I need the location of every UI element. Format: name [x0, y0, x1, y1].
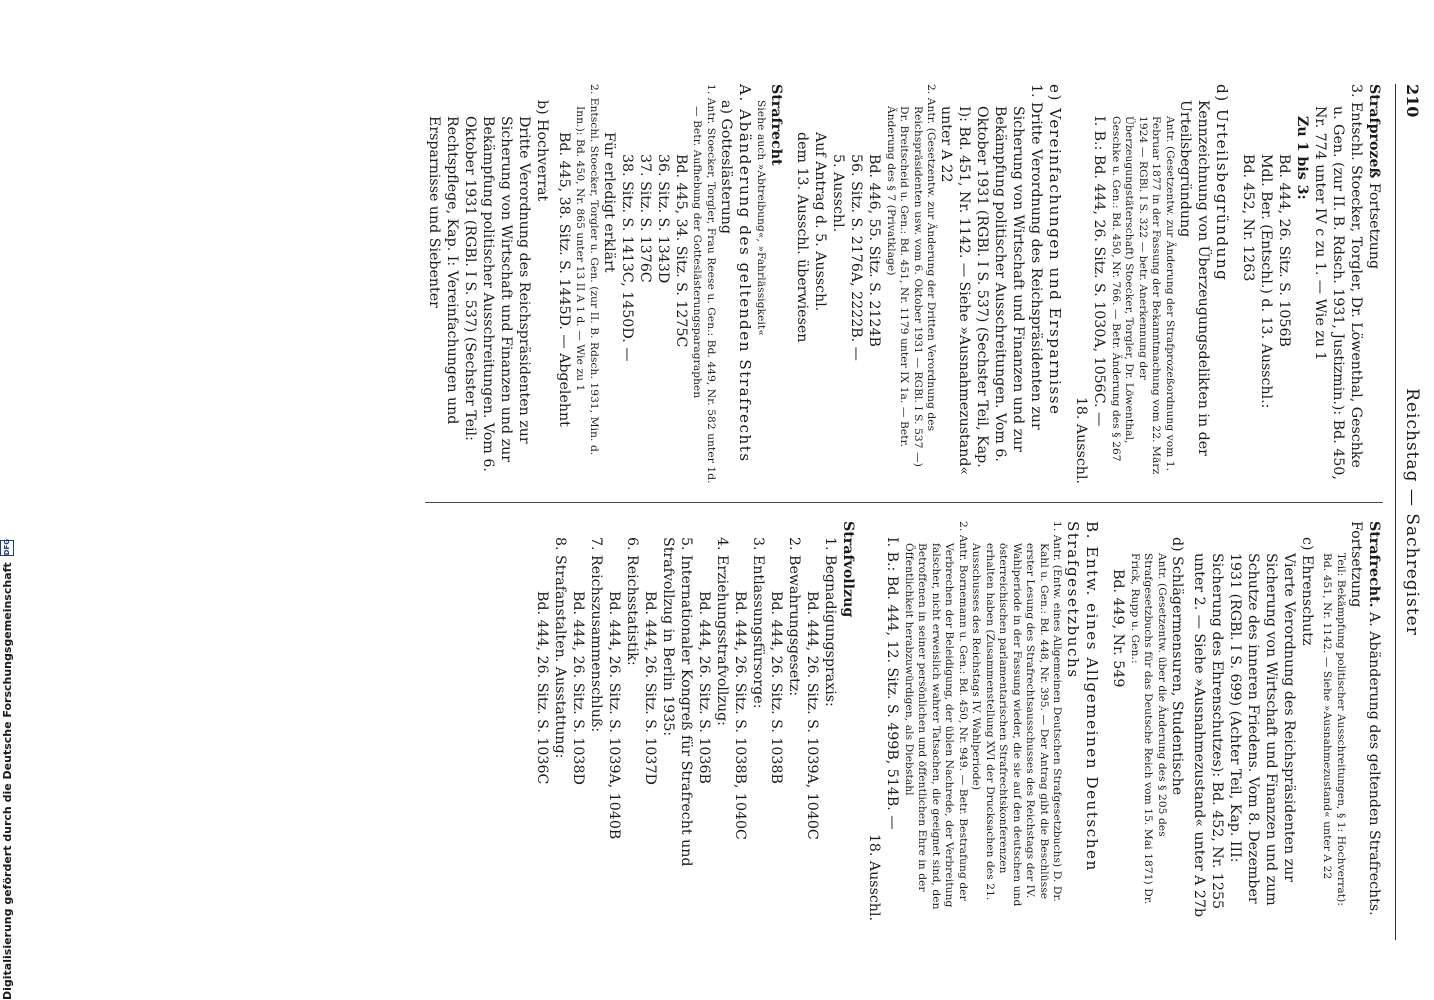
page-title: Reichstag — Sachregister: [1402, 388, 1422, 636]
entry-2: 2. Antr. Bornemann u. Gen.: Bd. 450, Nr. 949. — Betr. Bestrafung der Verbrechen der Beleidigung, der üblen Nachrede, der Verbreitung falscher, nicht erweislich wahrer Tatsachen, die geeignet sind, den Betroffenen in seiner persönlichen und öffentlichen Ehre in der Öffentlichkeit herabzuwürdigen, als Diebstahl: [903, 521, 969, 910]
ref-line: 18. Ausschl.: [1073, 396, 1090, 484]
entry-3: 3. Entschl. Stoecker, Torgler, Dr. Löwenthal, Geschke u. Gen. (zur II. B. Rdsch. 1931, Justizmin.): Bd. 450, Nr. 774 unter IV c zu 1. — Wie zu 1: [1312, 84, 1364, 480]
section-cont: Fortsetzung: [1348, 521, 1364, 608]
list-item: 2. Bewahrungsgesetz:: [786, 537, 803, 697]
ref-line: Bd. 444, 26. Sitz. S. 1056B: [1276, 154, 1292, 347]
subsection-head: a) Gotteslästerung: [718, 100, 734, 234]
subsection-head: A. Abänderung des geltenden Strafrechts: [736, 84, 754, 463]
right-column: [425, 502, 1383, 921]
ref-line: Bd. 444, 26. Sitz. S. 1039A, 1040B: [606, 591, 623, 840]
entry-2: 2. Antr. (Gesetzentw. zur Änderung der Dritten Verordnung des Reichspräsidenten usw. vom 6. Oktober 1931 — RGBl. I S. 537 —) Dr. Breitscheid u. Gen.: Bd. 451, Nr. 1179 unter IX 1a. — Betr. Änderung des § 7 (Privatklage): [885, 84, 938, 467]
ref-line: Bd. 444, 26. Sitz. S. 1039A, 1040C: [804, 591, 821, 840]
ref-line: Bd. 444, 26. Sitz. S. 1038B: [768, 591, 785, 784]
section-cont: Fortsetzung: [1366, 182, 1382, 270]
ref-line: dem 13. Ausschl. überwiesen: [794, 132, 811, 343]
footer-text: Digitalisierung gefördert durch die Deutsche Forschungsgemeinschaft: [0, 562, 14, 1000]
list-item: 6. Reichsstatistik:: [624, 537, 641, 666]
entry-text: Vierte Verordnung des Reichspräsidenten zur Sicherung von Wirtschaft und Finanzen und zum Schutze des inneren Friedens. Vom 8. Dezember 1931 (RGBl. I S. 699) (Achter Teil, Kap. III: Sicherung des Ehrenschutzes): Bd. 452, Nr. 1255 unter 2. — Siehe »Ausnahmezustand« unter A 27b: [1191, 553, 1297, 918]
footer-credit: [0, 538, 14, 1000]
ref-line: 18. Ausschl.: [866, 833, 883, 921]
ref-line: Bd. 445, 38. Sitz. S. 1445D. — Abgelehnt: [556, 132, 572, 427]
page-number: 210: [1403, 84, 1422, 118]
entry-text: Dritte Verordnung des Reichspräsidenten zur Sicherung von Wirtschaft und Finanzen und zur Bekämpfung politischer Ausschreitungen. Vom 6. Oktober 1931 (RGBl. I S. 537) (Sechster Teil: Rechtspflege, Kap. I: Vereinfachungen und Ersparnisse und Siebenter: [426, 116, 532, 472]
ref-line: Mdl. Ber. (Entschl.) d. 13. Ausschl.:: [1258, 154, 1274, 409]
ref-line: Auf Antrag d. 5. Ausschl.: [812, 132, 829, 312]
subsection-head: d) Urteilsbegründung: [1213, 84, 1231, 282]
section-head: Strafprozeß: [1366, 84, 1382, 179]
subsection-head: c) Ehrenschutz: [1299, 537, 1315, 646]
ref-line: Bd. 449, Nr. 549: [1110, 569, 1127, 688]
ref-line: Bd. 452, Nr. 1263: [1240, 154, 1256, 282]
entry-1: 1. Antr. Stoecker, Torgler, Frau Reese u. Gen.: Bd. 449, Nr. 582 unter 1d. — Betr. Aufhebung der Gotteslästerungsparagraphen: [691, 84, 717, 484]
entry-text: Antr. (Gesetzentw. über die Änderung des § 205 des Strafgesetzbuchs für das Deutsche Reich vom 15. Mai 1871) Dr. Frick, Rupp u. Gen.:: [1129, 553, 1168, 905]
ref-line: 56. Sitz. S. 2176A, 2222B. —: [848, 154, 865, 361]
list-item: 5. Internationaler Kongreß für Strafrecht und Strafvollzug in Berlin 1935:: [660, 537, 695, 867]
ref-line: Bd. 444, 26. Sitz. S. 1036B: [696, 591, 713, 784]
entry-1: 1. Dritte Verordnung des Reichspräsidenten zur Sicherung von Wirtschaft und Finanzen und zur Bekämpfung politischer Ausschreitungen. Vom 6. Oktober 1931 (RGBl. I S. 537) (Sechster Teil, Kap. I): Bd. 451, Nr. 1142. — Siehe »Ausnahmezustand« unter A 22: [938, 84, 1045, 476]
ref-line: I. B.: Bd. 444, 12. Sitz. S. 499B, 514B. —: [884, 537, 901, 830]
entry-text: Kennzeichnung von Überzeugungsdelikten in der Urteilsbegründung: [1177, 100, 1211, 456]
subsection-head: d) Schlägermensuren, Studentische: [1169, 537, 1185, 796]
ref-line: Bd. 444, 26. Sitz. S. 1036C: [534, 591, 551, 785]
ref-line: Bd. 446, 55. Sitz. S. 2124B: [866, 154, 883, 347]
entry-text: Teil: Bekämpfung politischer Ausschreitungen, § 1: Hochverrat): Bd. 451, Nr. 1142. — Siehe »Ausnahmezustand« unter A 22: [1321, 553, 1347, 907]
list-item: 3. Entlassungsfürsorge:: [750, 537, 767, 709]
entry-2: 2. Entschl. Stoecker, Torgler u. Gen. (zur II. B. Rdsch. 1931, Min. d. Inn.): Bd. 450, Nr. 865 unter 13 II A 1 d. — Wie zu 1: [574, 84, 600, 456]
entry-3-sub: Zu 1 bis 3:: [1294, 116, 1310, 200]
subsection-head: B. Entw. eines Allgemeinen Deutschen Strafgesetzbuchs: [1064, 521, 1102, 872]
section-head: Strafrecht.: [1366, 521, 1382, 608]
entry-text: Antr. (Gesetzentw. zur Änderung der Strafprozeßordnung vom 1. Februar 1877 in der Fassung der Bekanntmachung vom 22. März 1924 — RGBl. I S. 322 — betr. Anerkennung der Überzeugungstäterschaft) Stoecker, Torgler, Dr. Löwenthal, Geschke u. Gen.: Bd. 450, Nr. 766. — Betr. Änderung des § 267: [1110, 116, 1176, 475]
dfg-logo: DFG: [0, 540, 14, 556]
ref-line: Bd. 445, 34. Sitz. S. 1275C: [673, 154, 689, 348]
list-item: 7. Reichszusammenschluß:: [588, 537, 605, 733]
ref-line: 37. Sitz. S. 1376C: [637, 154, 653, 283]
ref-line: Bd. 444, 26. Sitz. S. 1038D: [570, 591, 587, 785]
see-also: Siehe auch »Abtreibung«, »Fahrlässigkeit«: [755, 100, 768, 336]
subsection-head: b) Hochverrat: [534, 100, 550, 202]
list-item: 4. Erziehungsstrafvollzug:: [714, 537, 731, 726]
section-head: Strafrecht: [768, 84, 785, 166]
ref-line: I. B.: Bd. 444, 26. Sitz. S. 1030A, 1056C. —: [1091, 116, 1108, 427]
ref-line: Bd. 444, 26. Sitz. S. 1038B, 1040C: [732, 591, 749, 840]
ref-line: Für erledigt erklärt: [601, 132, 617, 273]
left-column: [425, 84, 1383, 502]
section-head: Strafvollzug: [840, 521, 857, 618]
section-subhead: A. Abänderung des geltenden Strafrechts.: [1366, 612, 1382, 916]
ref-line: 5. Ausschl.: [830, 154, 847, 233]
running-header: [1395, 84, 1424, 940]
strafvollzug-list: [534, 521, 840, 921]
ref-line: Bd. 444, 26. Sitz. S. 1037D: [642, 591, 659, 785]
list-item: 1. Begnadigungspraxis:: [822, 537, 839, 707]
subsection-head: e) Vereinfachungen und Ersparnisse: [1046, 84, 1065, 416]
list-item: 8. Strafanstalten. Ausstattung:: [552, 537, 569, 759]
ref-line: 36. Sitz. S. 1343D: [655, 154, 671, 284]
ref-line: 38. Sitz. S. 1413C, 1450D. —: [619, 154, 635, 362]
entry-1: 1. Antr. (Entw. eines Allgemeinen Deutschen Strafgesetzbuchs) D. Dr. Kahl u. Gen.: Bd. 448, Nr. 395. — Der Antrag gibt die Beschlüsse erster Lesung des Strafrechtsausschusses des Reichstags der IV. Wahlperiode in der Fassung wieder, die sie auf den deutschen und österreichischen parlamentarischen Strafrechtskonferenzen erhalten haben (Zusammenstellung XVI der Drucksachen des 21. Ausschusses des Reichstags IV. Wahlperiode): [970, 521, 1064, 907]
